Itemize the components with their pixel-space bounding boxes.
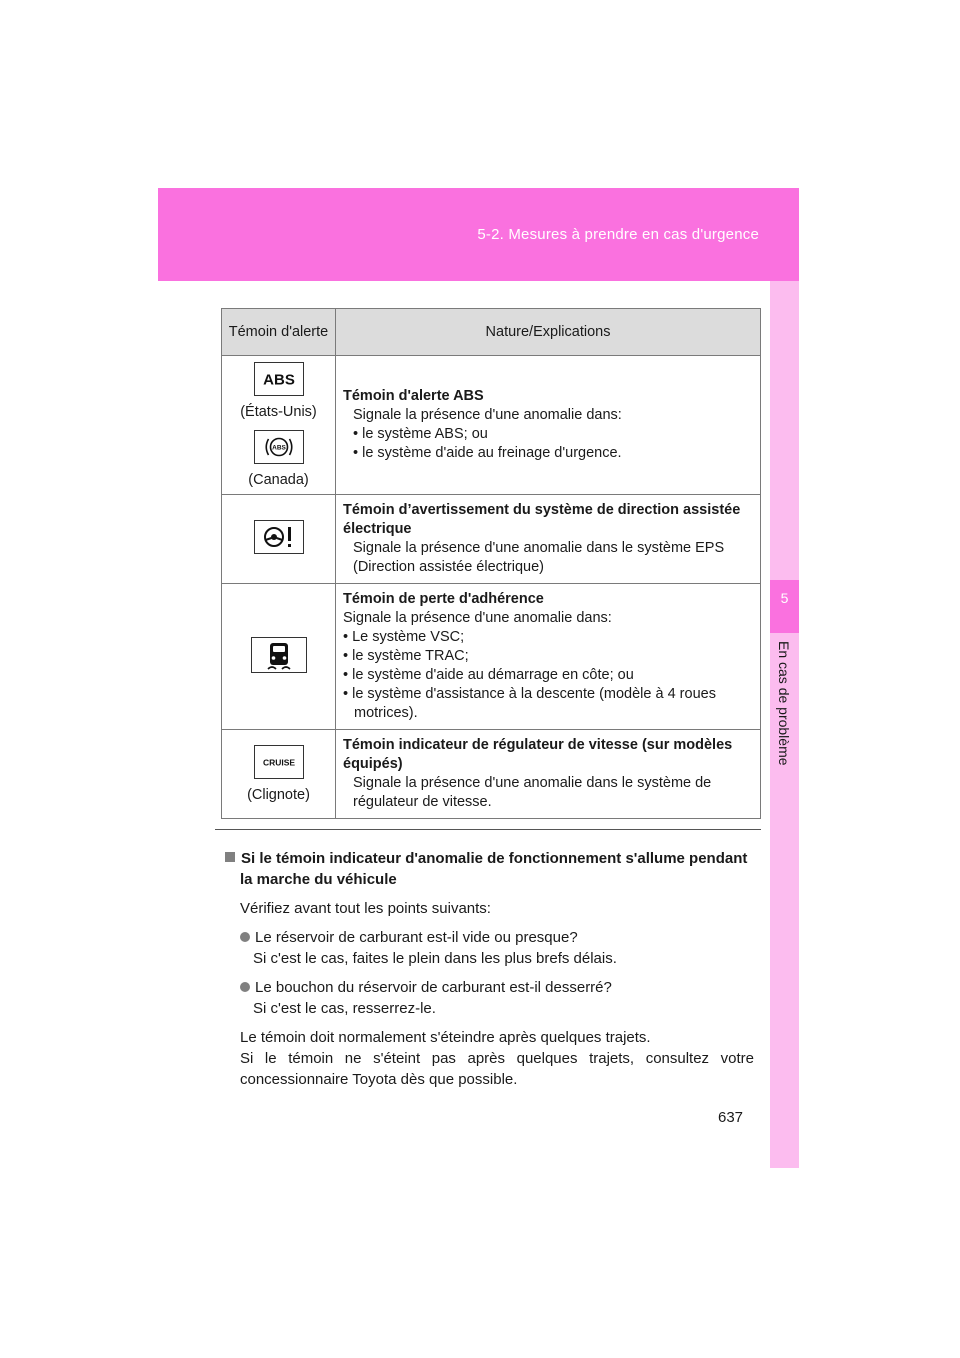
chapter-number: 5 (780, 590, 789, 606)
intro-text: Vérifiez avant tout les points suivants: (240, 900, 491, 917)
bullet-question (225, 927, 754, 948)
closing-text: Si le témoin ne s'éteint pas après quelques trajets, consultez votre concessionnaire Toyota dès que possible. (240, 1050, 754, 1088)
row-title: Témoin d’avertissement du système de direction assistée électrique (343, 502, 741, 537)
bullet-answer: Si c'est le cas, faites le plein dans les plus brefs délais. (253, 950, 617, 967)
cruise-icon-text: CRUISE (262, 757, 295, 768)
row-line: • le système d'aide au démarrage en côte; ou (343, 667, 634, 683)
abs-circle-icon (254, 430, 304, 464)
header-band (158, 188, 799, 281)
description-cell (336, 356, 761, 495)
header-nature: Nature/Explications (336, 309, 761, 356)
row-line: Signale la présence d'une anomalie dans le système de régulateur de vitesse. (353, 775, 712, 810)
row-line: Signale la présence d'une anomalie dans le système EPS (Direction assistée électrique) (353, 540, 725, 575)
chapter-label: En cas de problème (776, 641, 792, 766)
table-row (222, 730, 761, 819)
row-line: Signale la présence d'une anomalie dans: (343, 610, 612, 626)
warning-lights-table (221, 308, 761, 819)
bullet-question-text: Le réservoir de carburant est-il vide ou presque? (255, 929, 578, 946)
square-bullet-icon (225, 852, 235, 862)
row-line: • le système d'aide au freinage d'urgence. (353, 445, 622, 461)
svg-text:ABS: ABS (271, 444, 286, 452)
caption-blinking: (Clignote) (247, 787, 310, 803)
body-text (225, 848, 754, 1090)
round-bullet-icon (240, 932, 250, 942)
subsection-heading-text: Si le témoin indicateur d'anomalie de fonctionnement s'allume pendant la marche du véhicule (240, 850, 748, 888)
table-row (222, 584, 761, 730)
description-cell (336, 730, 761, 819)
page-number: 637 (718, 1109, 744, 1126)
row-line: Signale la présence d'une anomalie dans: (353, 407, 622, 423)
table-header-row (222, 309, 761, 356)
indicator-cell (222, 356, 336, 495)
round-bullet-icon (240, 982, 250, 992)
bullet-question (225, 977, 754, 998)
caption-canada: (Canada) (248, 472, 309, 488)
section-title: 5-2. Mesures à prendre en cas d'urgence (477, 226, 759, 243)
row-title: Témoin de perte d'adhérence (343, 591, 544, 607)
chapter-tab (770, 281, 799, 1168)
row-line: • le système ABS; ou (353, 426, 488, 442)
indicator-cell (222, 584, 336, 730)
row-line: • le système d'assistance à la descente (modèle à 4 roues motrices). (343, 686, 716, 721)
svg-text:ABS: ABS (262, 371, 295, 389)
caption-usa: (États-Unis) (240, 404, 317, 420)
closing-text: Le témoin doit normalement s'éteindre après quelques trajets. (240, 1029, 651, 1046)
row-line: • le système TRAC; (343, 648, 469, 664)
row-title: Témoin d'alerte ABS (343, 388, 484, 404)
row-line: • Le système VSC; (343, 629, 465, 645)
indicator-cell (222, 495, 336, 584)
row-title: Témoin indicateur de régulateur de vitesse (sur modèles équipés) (343, 737, 733, 772)
chapter-tab-marker (770, 580, 799, 633)
cruise-text-icon (254, 745, 304, 779)
steering-warning-icon (254, 520, 304, 554)
section-divider (215, 829, 761, 830)
description-cell (336, 584, 761, 730)
bullet-answer: Si c'est le cas, resserrez-le. (253, 1000, 436, 1017)
table-row (222, 495, 761, 584)
skid-car-icon (251, 637, 307, 673)
indicator-cell (222, 730, 336, 819)
table-row (222, 356, 761, 495)
bullet-question-text: Le bouchon du réservoir de carburant est-il desserré? (255, 979, 612, 996)
header-indicator: Témoin d'alerte (222, 309, 336, 356)
subsection-heading (225, 848, 754, 890)
description-cell (336, 495, 761, 584)
abs-text-icon (254, 362, 304, 396)
